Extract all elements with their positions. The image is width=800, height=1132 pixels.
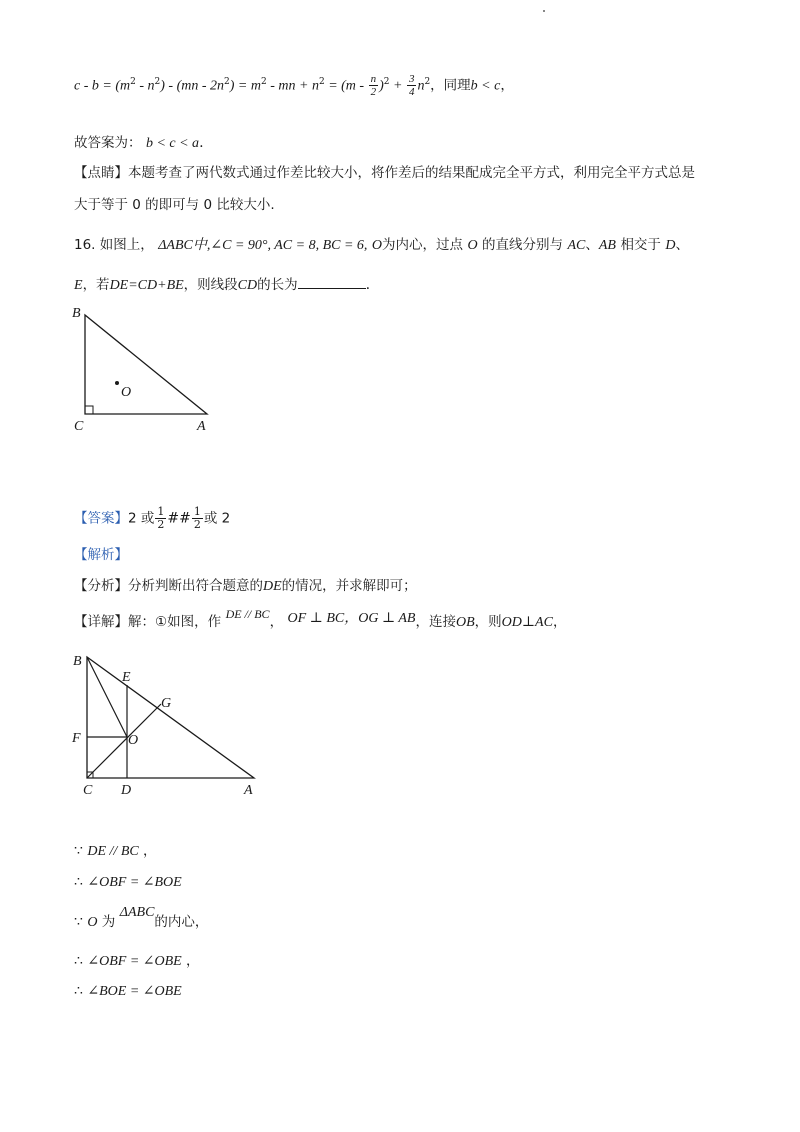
eq-sup: 2: [154, 77, 161, 87]
proof-step-4: [74, 951, 200, 972]
eq-part: ): [379, 78, 384, 94]
math-var: AB: [598, 238, 616, 253]
question-text: ，若: [82, 277, 110, 293]
eq-part: - mn + n: [266, 78, 319, 94]
xiangjie-text: 解：①如图，作: [128, 614, 222, 630]
proof-text: 为: [97, 914, 116, 930]
proof-symbol: ∴: [74, 983, 83, 999]
point-tag: 【点睛】: [74, 165, 128, 181]
eq-part: b < c: [470, 78, 501, 94]
eq-part: +: [389, 78, 406, 94]
question-text: 、: [675, 237, 690, 253]
question-16-line-2: [74, 275, 370, 296]
label-a: A: [244, 783, 253, 798]
answer-prefix: 故答案为：: [74, 135, 142, 151]
label-e: E: [122, 670, 131, 685]
question-text: 相交于: [620, 237, 661, 253]
proof-end: ，: [138, 843, 157, 859]
fraction-numerator: 1: [157, 505, 165, 518]
proof-expression: ∠OBF = ∠OBE: [87, 954, 182, 969]
segment-cg: [87, 704, 161, 778]
proof-expression: ∠OBF = ∠BOE: [87, 875, 182, 890]
math-var: OB: [455, 615, 475, 630]
triangle-abc: [85, 315, 207, 414]
xiangjie-text: ，: [269, 614, 284, 630]
proof-step-3: [74, 905, 209, 933]
eq-part: ) = m: [229, 78, 261, 94]
math-var: D: [665, 238, 676, 253]
label-o: O: [128, 733, 139, 748]
fraction: [155, 506, 166, 531]
question-text: .: [365, 277, 371, 293]
label-a: A: [197, 419, 206, 434]
label-b: B: [73, 654, 82, 669]
answer-end: .: [199, 135, 204, 151]
label-c: C: [83, 783, 93, 798]
fraction-denominator: 2: [193, 518, 201, 531]
proof-step-2: [74, 872, 182, 893]
proof-step-5: [74, 981, 182, 1002]
math-var: O: [371, 238, 382, 253]
fraction-denominator: 2: [157, 518, 165, 531]
eq-part: = (m -: [324, 78, 368, 94]
eq-part: n: [417, 78, 425, 94]
label-c: C: [74, 419, 84, 434]
label-d: D: [121, 783, 132, 798]
question-16-line-1: [74, 235, 689, 256]
xiangjie-text: ，连接: [415, 614, 456, 630]
question-condition: DE=CD+BE: [109, 278, 184, 293]
eq-part: c - b = (m: [74, 78, 131, 94]
xiangjie-line: [74, 607, 567, 633]
answer-16-line: [74, 506, 230, 531]
xiangjie-text: ，则: [474, 614, 502, 630]
label-g: G: [161, 696, 172, 711]
question-text: 的直线分别与: [482, 237, 564, 253]
question-text: ，则线段: [183, 277, 238, 293]
xiangjie-tag: 【详解】: [74, 614, 128, 630]
eq-sup: 2: [383, 77, 390, 87]
right-angle-mark: [85, 406, 93, 414]
triangle-abc: [87, 657, 254, 778]
analysis-tag: 【解析】: [74, 547, 128, 563]
eq-sup: 2: [424, 77, 431, 87]
proof-expression: ∠BOE = ∠OBE: [87, 984, 182, 999]
xiangjie-text: ，: [552, 614, 567, 630]
condition-parallel: DE // BC: [225, 607, 270, 621]
triangle-figure-1: [60, 300, 230, 440]
label-o: O: [121, 385, 132, 400]
point-text: 大于等于 0 的即可与 0 比较大小.: [74, 197, 275, 213]
point-line-2: [74, 195, 275, 215]
question-condition: ΔABC中,∠C = 90°, AC = 8, BC = 6,: [158, 238, 368, 253]
fraction-denominator: 4: [408, 86, 415, 99]
eq-sup: 2: [260, 77, 267, 87]
point-text: 本题考查了两代数式通过作差比较大小，将作差后的结果配成完全平方式，利用完全平方式总是: [128, 165, 695, 181]
eq-sup: 2: [224, 77, 230, 87]
proof-symbol: ∴: [74, 874, 83, 890]
answer-value: 或 2: [203, 510, 231, 527]
analysis-heading: [74, 545, 128, 565]
fenxi-text: 的情况，并求解即可；: [281, 578, 417, 594]
fraction: [407, 73, 417, 98]
proof-symbol: ∵: [74, 843, 83, 859]
page-dot-mark: [543, 10, 545, 12]
eq-sup: 2: [318, 77, 325, 87]
proof-end: ，: [181, 953, 200, 969]
segment-bo: [87, 657, 127, 737]
label-b: B: [72, 306, 81, 321]
answer-expression: b < c < a: [145, 136, 200, 151]
triangle-figure-2: [60, 645, 280, 805]
question-text: 的长为: [257, 277, 298, 293]
eq-sup: 2: [130, 77, 136, 87]
proof-step-1: [74, 841, 157, 862]
condition-od-perp: OD⊥AC: [501, 615, 553, 630]
question-number: 16. 如图上，: [74, 237, 154, 253]
fraction-denominator: 2: [370, 86, 377, 99]
answer-blank: [298, 276, 366, 289]
answer-separator: ##: [167, 510, 191, 527]
math-var: CD: [237, 278, 258, 293]
equation-line: [74, 72, 514, 98]
question-text: 、: [585, 237, 599, 253]
fraction-numerator: 1: [193, 505, 201, 518]
proof-end: 的内心，: [154, 914, 209, 930]
question-text: 为内心，过点: [382, 237, 463, 253]
proof-expression: ΔABC: [119, 905, 155, 920]
math-var: E: [74, 278, 83, 293]
math-var: O: [467, 238, 478, 253]
incenter-point: [115, 381, 119, 385]
point-line-1: [74, 163, 695, 183]
eq-text: ，同理: [430, 77, 471, 94]
fenxi-tag: 【分析】: [74, 578, 128, 594]
proof-expression: O: [87, 915, 98, 930]
proof-symbol: ∴: [74, 953, 83, 969]
math-var: DE: [263, 579, 282, 594]
proof-expression: DE // BC: [87, 844, 139, 859]
condition-perpendicular: OF ⊥ BC，OG ⊥ AB: [287, 611, 416, 626]
answer-line: [74, 133, 204, 154]
fraction-numerator: 3: [408, 73, 415, 86]
label-f: F: [72, 731, 81, 746]
eq-text: ，: [500, 77, 514, 94]
fraction-numerator: n: [370, 73, 377, 86]
answer-tag: 【答案】: [74, 510, 128, 527]
math-var: AC: [567, 238, 586, 253]
proof-symbol: ∵: [74, 914, 83, 930]
fenxi-line: [74, 576, 417, 597]
fenxi-text: 分析判断出符合题意的: [128, 578, 263, 594]
eq-part: ) - (mn - 2n: [160, 78, 225, 94]
eq-part: - n: [135, 78, 155, 94]
fraction: [192, 506, 203, 531]
answer-value: 2 或: [128, 510, 155, 527]
fraction: [369, 73, 379, 98]
